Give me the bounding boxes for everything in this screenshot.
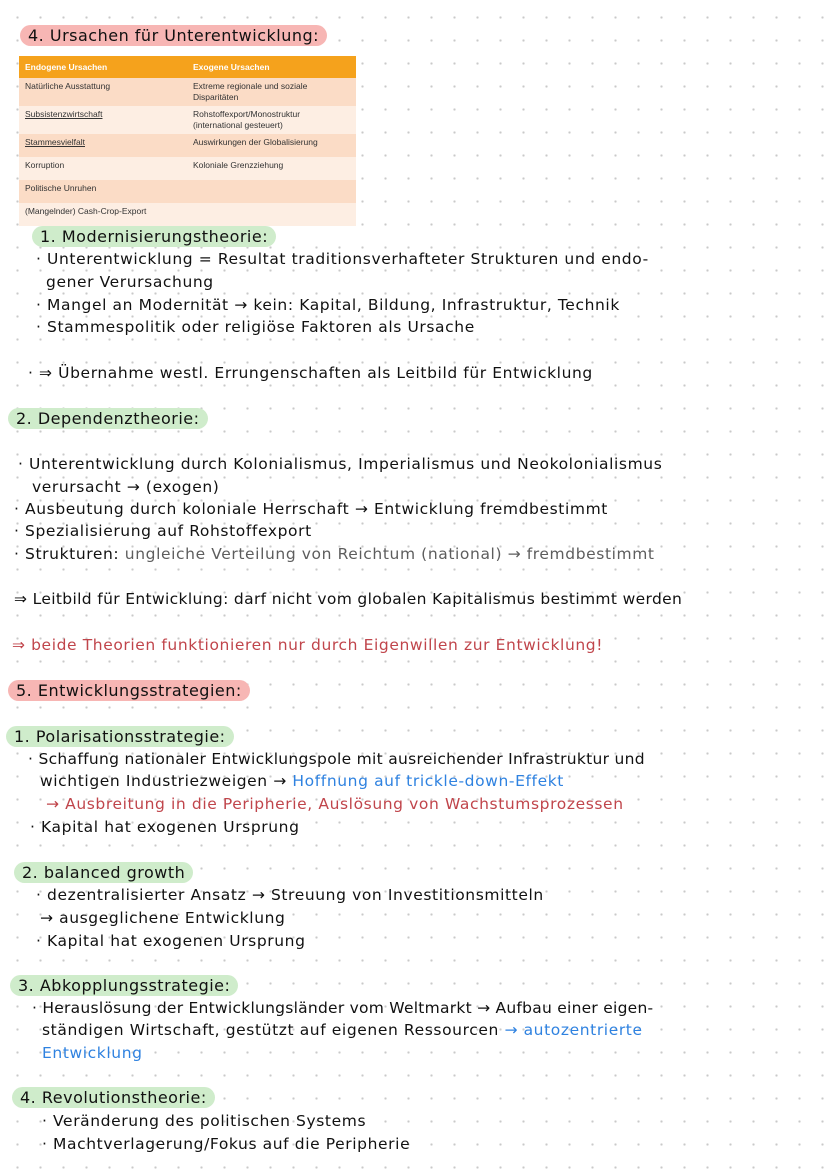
table-cell-link[interactable]: Subsistenzwirtschaft (19, 106, 187, 134)
revolution-title: 4. Revolutionstheorie: (12, 1087, 215, 1108)
theories-note: ⇒ beide Theorien funktionieren nur durch Eigenwillen zur Entwicklung! (12, 636, 604, 654)
table-row (19, 180, 356, 203)
abkopplung-title: 3. Abkopplungsstrategie: (10, 975, 238, 996)
table-cell (187, 203, 356, 226)
modernisierung-conclusion: · ⇒ Übernahme westl. Errungenschaften als Leitbild für Entwicklung (28, 364, 593, 382)
modernisierung-line: · Stammespolitik oder religiöse Faktoren als Ursache (36, 318, 475, 336)
table-cell: Koloniale Grenzziehung (187, 157, 356, 180)
table-row (19, 106, 356, 134)
table-row (19, 134, 356, 157)
autozentriert-text: → autozentrierte (504, 1021, 643, 1039)
dependenz-line: · Spezialisierung auf Rohstoffexport (14, 522, 312, 540)
table-row (19, 203, 356, 226)
modernisierung-line: · Mangel an Modernität → kein: Kapital, Bildung, Infrastruktur, Technik (36, 296, 620, 314)
table-row (19, 78, 356, 106)
modernisierung-line: · Unterentwicklung = Resultat traditionsverhafteter Strukturen und endo- (36, 250, 649, 268)
causes-table (19, 56, 356, 226)
dependenz-line: · Unterentwicklung durch Kolonialismus, Imperialismus und Neokolonialismus (18, 455, 663, 473)
balanced-line: → ausgeglichene Entwicklung (40, 909, 286, 927)
table-cell-link[interactable]: Stammesvielfalt (19, 134, 187, 157)
table-header: Exogene Ursachen (187, 56, 356, 78)
revolution-line: · Veränderung des politischen Systems (42, 1112, 367, 1130)
table-header: Endogene Ursachen (19, 56, 187, 78)
abkopplung-line (42, 1021, 643, 1039)
table-cell: Extreme regionale und soziale Disparitäten (187, 78, 356, 106)
polarisation-line: · Kapital hat exogenen Ursprung (30, 818, 300, 836)
table-cell: Natürliche Ausstattung (19, 78, 187, 106)
table-cell: Rohstoffexport/Monostruktur (international gesteuert) (187, 106, 356, 134)
abkopplung-line: Entwicklung (42, 1044, 143, 1062)
polarisation-title: 1. Polarisationsstrategie: (6, 726, 234, 747)
table-row (19, 157, 356, 180)
dependenz-strukturen (14, 545, 655, 563)
table-cell: Korruption (19, 157, 187, 180)
abkopplung-text: ständigen Wirtschaft, gestützt auf eigenen Ressourcen (42, 1021, 499, 1039)
strukturen-text: ungleiche Verteilung von Reichtum (national) → fremdbestimmt (124, 545, 655, 563)
polarisation-line: · Schaffung nationaler Entwicklungspole mit ausreichender Infrastruktur und (28, 750, 645, 768)
table-header-row (19, 56, 356, 78)
modernisierung-title: 1. Modernisierungstheorie: (32, 226, 276, 247)
section-5-title: 5. Entwicklungsstrategien: (8, 680, 250, 701)
strukturen-label: · Strukturen: (14, 545, 120, 563)
table-cell: (Mangelnder) Cash-Crop-Export (19, 203, 187, 226)
abkopplung-line: · Herauslösung der Entwicklungsländer vom Weltmarkt → Aufbau einer eigen- (32, 999, 654, 1017)
polarisation-text: wichtigen Industriezweigen → (40, 772, 287, 790)
dependenz-line: verursacht → (exogen) (32, 478, 220, 496)
dependenz-line: · Ausbeutung durch koloniale Herrschaft → Entwicklung fremdbestimmt (14, 500, 608, 518)
balanced-title: 2. balanced growth (14, 862, 193, 883)
table-cell (187, 180, 356, 203)
revolution-line: · Machtverlagerung/Fokus auf die Peripherie (42, 1135, 411, 1153)
balanced-line: · dezentralisierter Ansatz → Streuung von Investitionsmitteln (36, 886, 544, 904)
dependenz-title: 2. Dependenztheorie: (8, 408, 208, 429)
dependenz-conclusion: ⇒ Leitbild für Entwicklung: darf nicht vom globalen Kapitalismus bestimmt werden (14, 590, 683, 608)
balanced-line: · Kapital hat exogenen Ursprung (36, 932, 306, 950)
table-cell: Auswirkungen der Globalisierung (187, 134, 356, 157)
table-cell: Politische Unruhen (19, 180, 187, 203)
trickle-down-text: Hoffnung auf trickle-down-Effekt (292, 772, 564, 790)
modernisierung-line: gener Verursachung (46, 273, 214, 291)
polarisation-line: → Ausbreitung in die Peripherie, Auslösung von Wachstumsprozessen (46, 795, 624, 813)
polarisation-line (40, 772, 564, 790)
section-4-title: 4. Ursachen für Unterentwicklung: (20, 25, 327, 46)
